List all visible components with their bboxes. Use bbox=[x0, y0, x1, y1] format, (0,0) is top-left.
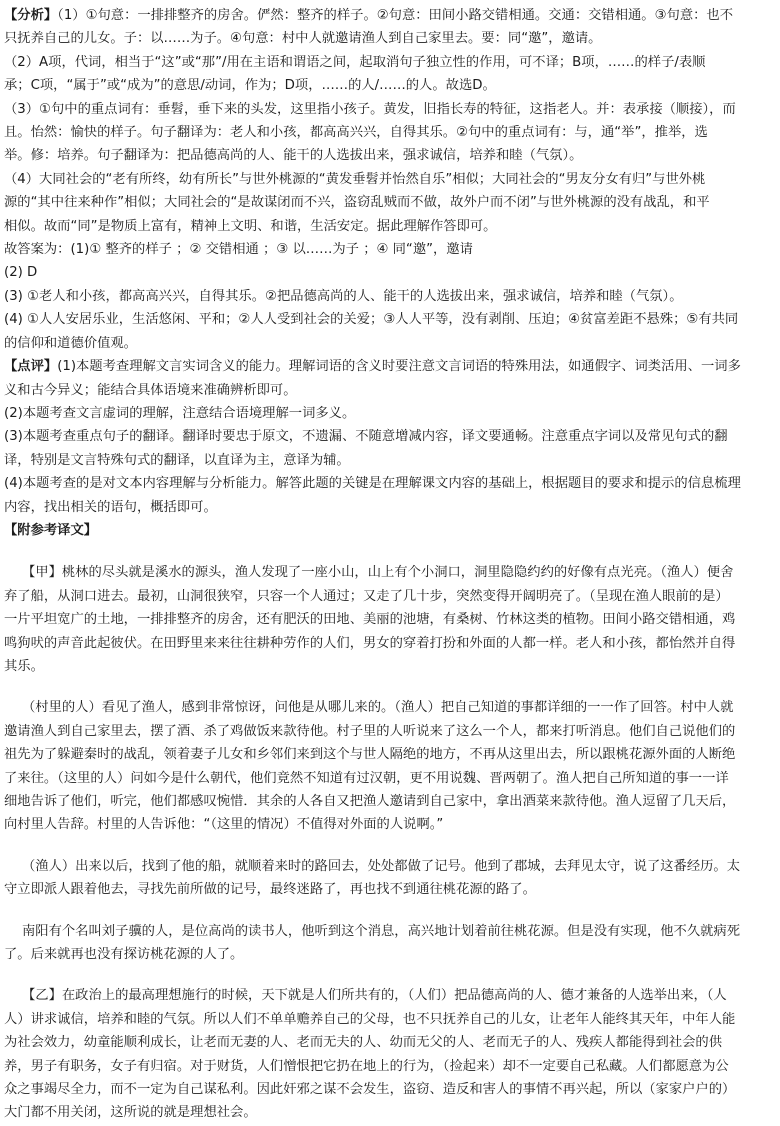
comment-line: (4)本题考查的是对文本内容理解与分析能力。解答此题的关键是在理解课文内容的基础上，根据题目的要求和提示的信息梳理 bbox=[4, 476, 741, 492]
translation-paragraph-jia-3: （渔人）出来以后，找到了他的船，就顺着来时的路回去，处处都做了记号。他到了郡城，去拜见太守，说了这番经历。太 守立即派人跟着他去，寻找先前所做的记号，最终迷路了，再也找不到通往桃花源的路了。 bbox=[4, 858, 741, 898]
answer-line: (2) D bbox=[4, 265, 38, 281]
comment-line: (2)本题考查文言虚词的理解，注意结合语境理解一词多义。 bbox=[4, 405, 356, 421]
answer-section bbox=[4, 238, 777, 355]
analysis-line: （3）①句中的重点词有：垂髫，垂下来的头发，这里指小孩子。黄发，旧指长寿的特征，这指老人。并：表承接（顺接），而 bbox=[4, 101, 736, 117]
translation-section bbox=[4, 519, 777, 1125]
answer-line: 故答案为：(1)① 整齐的样子 ；② 交错相通 ；③ 以……为子 ；④ 同“邀”，邀请 bbox=[4, 242, 473, 258]
comment-line: (3)本题考查重点句子的翻译。翻译时要忠于原文，不遗漏、不随意增减内容，译文要通畅。注意重点字词以及常见句式的翻 bbox=[4, 429, 728, 445]
comment-section bbox=[4, 355, 777, 519]
comment-line: 内容，找出相关的语句，概括即可。 bbox=[4, 499, 217, 515]
analysis-line: 【分析】（1）①句意：一排排整齐的房舍。俨然：整齐的样子。②句意：田间小路交错相通。交通：交错相通。③句意：也不 bbox=[4, 8, 734, 23]
comment-line: 【点评】(1)本题考查理解文言实词含义的能力。理解词语的含义时要注意文言词语的特殊用法，如通假字、词类活用、一词多 bbox=[4, 359, 741, 375]
answer-line: 的信仰和道德价值观。 bbox=[4, 335, 137, 351]
answer-line: (3) ①老人和小孩，都高高兴兴，自得其乐。②把品德高尚的人、能干的人选拔出来，强求诚信，培养和睦（气氛）。 bbox=[4, 288, 683, 304]
translation-paragraph-jia-1: 【甲】桃林的尽头就是溪水的源头，渔人发现了一座小山，山上有个小洞口，洞里隐隐约约的好像有点光亮。（渔人）便舍 弃了船，从洞口进去。最初，山洞很狭窄，只容一个人通过；又走了几十步，突然变得开阔明亮了。（呈现在渔人眼前的是） 一片平坦宽广的土地，一排排整齐的房舍，还有肥沃的田地、美丽的池塘，有桑树、竹林这类的植物。田间小路交错相通，鸡 鸣狗吠的声音此起彼伏。在田野里来来往往耕种劳作的人们，男女的穿着打扮和外面的人都一样。老人和小孩，都怡然并自得 其乐。 bbox=[4, 565, 736, 674]
analysis-line: 源的“其中往来种作”相似；大同社会的“是故谋闭而不兴，盗窃乱贼而不做，故外户而不闭”与世外桃源的没有战乱，和平 bbox=[4, 195, 710, 211]
analysis-line: 举。修：培养。句子翻译为：把品德高尚的人、能干的人选拔出来，强求诚信，培养和睦（气氛）。 bbox=[4, 148, 583, 164]
analysis-line: 相似。故而“同”是物质上富有，精神上文明、和谐，生活安定。据此理解作答即可。 bbox=[4, 218, 497, 234]
comment-heading: 【点评】 bbox=[4, 359, 58, 375]
translation-paragraph-jia-2: （村里的人）看见了渔人，感到非常惊讶，问他是从哪儿来的。（渔人）把自己知道的事都详细的一一作了回答。村中人就 邀请渔人到自己家里去，摆了酒、杀了鸡做饭来款待他。村子里的人听说来了这么一个人，都来打听消息。他们自己说他们的 祖先为了躲避秦时的战乱，领着妻子儿女和乡邻们来到这个与世人隔绝的地方，不再从这里出去，所以跟桃花源外面的人断绝 了来往。（这里的人）问如今是什么朝代，他们竟然不知道有过汉朝，更不用说魏、晋两朝了。渔人把自己所知道的事一一详 细地告诉了他们，听完，他们都感叹惋惜．其余的人各自又把渔人邀请到自己家中，拿出酒菜来款待他。渔人逗留了几天后， 向村里人告辞。村里的人告诉他：“（这里的情况）不值得对外面的人说啊。” bbox=[4, 700, 736, 833]
analysis-section bbox=[4, 4, 777, 238]
answer-line: (4) ①人人安居乐业，生活悠闲、平和；②人人受到社会的关爱；③人人平等，没有剥削、压迫；④贫富差距不悬殊；⑤有共同 bbox=[4, 312, 739, 328]
analysis-line: 且。怡然：愉快的样子。句子翻译为：老人和小孩，都高高兴兴，自得其乐。②句中的重点词有：与，通“举”，推举，选 bbox=[4, 125, 708, 141]
analysis-line: 只抚养自己的儿女。子：以……为子。④句意：村中人就邀请渔人到自己家里去。要：同“邀”，邀请。 bbox=[4, 31, 602, 47]
comment-line: 译，特别是文言特殊句式的翻译，以直译为主，意译为辅。 bbox=[4, 452, 350, 468]
translation-heading: 【附参考译文】 bbox=[4, 522, 98, 538]
analysis-line: 承；C项，“属于”或“成为”的意思/动词，作为；D项，……的人/……的人。故选D。 bbox=[4, 78, 496, 94]
analysis-line: （4）大同社会的“老有所终，幼有所长”与世外桃源的“黄发垂髫并怡然自乐”相似；大同社会的“男友分女有归”与世外桃 bbox=[4, 171, 706, 187]
translation-paragraph-jia-4: 南阳有个名叫刘子骥的人，是位高尚的读书人，他听到这个消息，高兴地计划着前往桃花源。但是没有实现，他不久就病死 了。后来就再也没有探访桃花源的人了。 bbox=[4, 923, 741, 963]
translation-paragraph-yi: 【乙】在政治上的最高理想施行的时候，天下就是人们所共有的，（人们）把品德高尚的人、德才兼备的人选举出来，（人 人）讲求诚信，培养和睦的气氛。所以人们不单单赡养自己的父母，也不只抚养自己的儿女，让老年人能终其天年，中年人能 为社会效力，幼童能顺利成长，让老而无妻的人、老而无夫的人、幼而无父的人、老而无子的人、残疾人都能得到社会的供 养，男子有职务，女子有归宿。对于财货，人们憎恨把它扔在地上的行为，（捡起来）却不一定要自己私藏。人们都愿意为公 众之事竭尽全力，而不一定为自己谋私利。因此奸邪之谋不会发生，盗窃、造反和害人的事情不再兴起，所以（家家户户的） 大门都不用关闭，这所说的就是理想社会。 bbox=[4, 988, 736, 1121]
analysis-line: （2）A项，代词，相当于“这”或“那”/用在主语和谓语之间，起取消句子独立性的作用，可不译；B项，……的样子/表顺 bbox=[4, 54, 706, 70]
comment-line: 义和古今异义；能结合具体语境来准确辨析即可。 bbox=[4, 382, 297, 398]
analysis-heading: 【分析】 bbox=[4, 8, 58, 23]
